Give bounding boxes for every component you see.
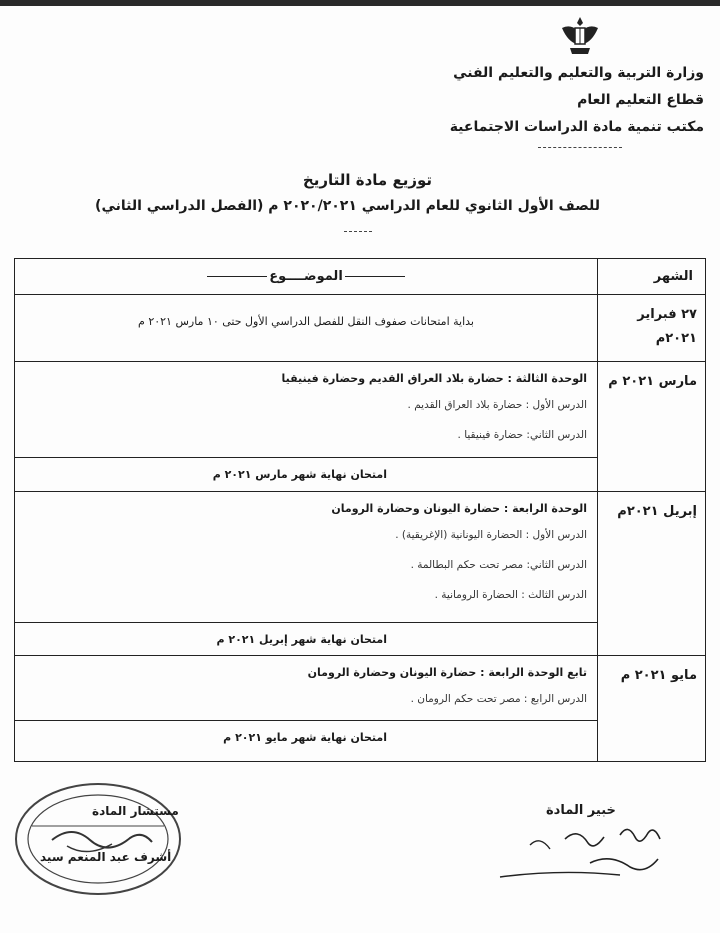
exam-period-text: بداية امتحانات صفوف النقل للفصل الدراسي الأول حتى ١٠ مارس ٢٠٢١ م bbox=[138, 314, 474, 328]
lesson-item: الدرس الثالث : الحضارة الرومانية . bbox=[434, 588, 587, 601]
topic-cell bbox=[15, 362, 598, 457]
title-line-2: للصف الأول الثانوي للعام الدراسي ٢٠٢٠/٢٠٢١ م (الفصل الدراسي الثاني) bbox=[95, 198, 600, 214]
exam-cell bbox=[15, 720, 598, 761]
topic-cell bbox=[15, 656, 598, 721]
top-border bbox=[0, 0, 720, 6]
exam-text: امتحان نهاية شهر مايو ٢٠٢١ م bbox=[223, 730, 387, 744]
advisor-title: مستشار المادة bbox=[92, 804, 179, 818]
month-cell: مايو ٢٠٢١ م bbox=[598, 656, 706, 762]
exam-text: امتحان نهاية شهر مارس ٢٠٢١ م bbox=[212, 467, 387, 481]
lesson-item: الدرس الرابع : مصر تحت حكم الرومان . bbox=[410, 693, 587, 706]
lesson-item: الدرس الأول : الحضارة اليونانية (الإغريقية) . bbox=[395, 528, 587, 541]
month-cell: ٢٧ فبراير ٢٠٢١م bbox=[598, 294, 706, 362]
eagle-emblem-icon bbox=[558, 14, 602, 58]
table-row bbox=[15, 656, 706, 721]
month-cell: مارس ٢٠٢١ م bbox=[598, 362, 706, 491]
topic-cell bbox=[15, 294, 598, 362]
handwritten-signature-icon bbox=[470, 815, 680, 890]
sector-name: قطاع التعليم العام bbox=[577, 92, 704, 108]
header-month: الشهر bbox=[598, 259, 706, 295]
expert-title: خبير المادة bbox=[546, 803, 616, 818]
exam-cell bbox=[15, 622, 598, 656]
topic-cell bbox=[15, 491, 598, 622]
unit-title: الوحدة الثالثة : حضارة بلاد العراق القديم وحضارة فينيقيا bbox=[281, 372, 587, 386]
unit-title: الوحدة الرابعة : حضارة اليونان وحضارة الرومان bbox=[331, 501, 587, 515]
month-cell: إبريل ٢٠٢١م bbox=[598, 491, 706, 656]
advisor-name: أشرف عبد المنعم سيد bbox=[40, 850, 172, 864]
table-row bbox=[15, 362, 706, 457]
ministry-header bbox=[364, 60, 704, 141]
title-line-1: توزيع مادة التاريخ bbox=[302, 171, 432, 189]
table-row bbox=[15, 491, 706, 622]
official-stamp-icon bbox=[12, 780, 184, 898]
divider bbox=[538, 147, 622, 148]
curriculum-table bbox=[14, 258, 706, 762]
lesson-item: الدرس الثاني: مصر تحت حكم البطالمة . bbox=[410, 558, 587, 571]
table-header-row bbox=[15, 259, 706, 295]
lesson-item: الدرس الأول : حضارة بلاد العراق القديم . bbox=[407, 399, 587, 412]
lesson-item: الدرس الثاني: حضارة فينيقيا . bbox=[457, 429, 587, 442]
ministry-name: وزارة التربية والتعليم والتعليم الفني bbox=[453, 65, 704, 81]
office-name: مكتب تنمية مادة الدراسات الاجتماعية bbox=[449, 119, 704, 135]
table-row bbox=[15, 294, 706, 362]
exam-text: امتحان نهاية شهر إبريل ٢٠٢١ م bbox=[216, 632, 387, 646]
document-title bbox=[95, 168, 600, 220]
divider bbox=[344, 231, 372, 232]
header-topic: الموضــــوع bbox=[15, 259, 598, 295]
unit-title: تابع الوحدة الرابعة : حضارة اليونان وحضارة الرومان bbox=[307, 666, 587, 680]
exam-cell bbox=[15, 457, 598, 491]
